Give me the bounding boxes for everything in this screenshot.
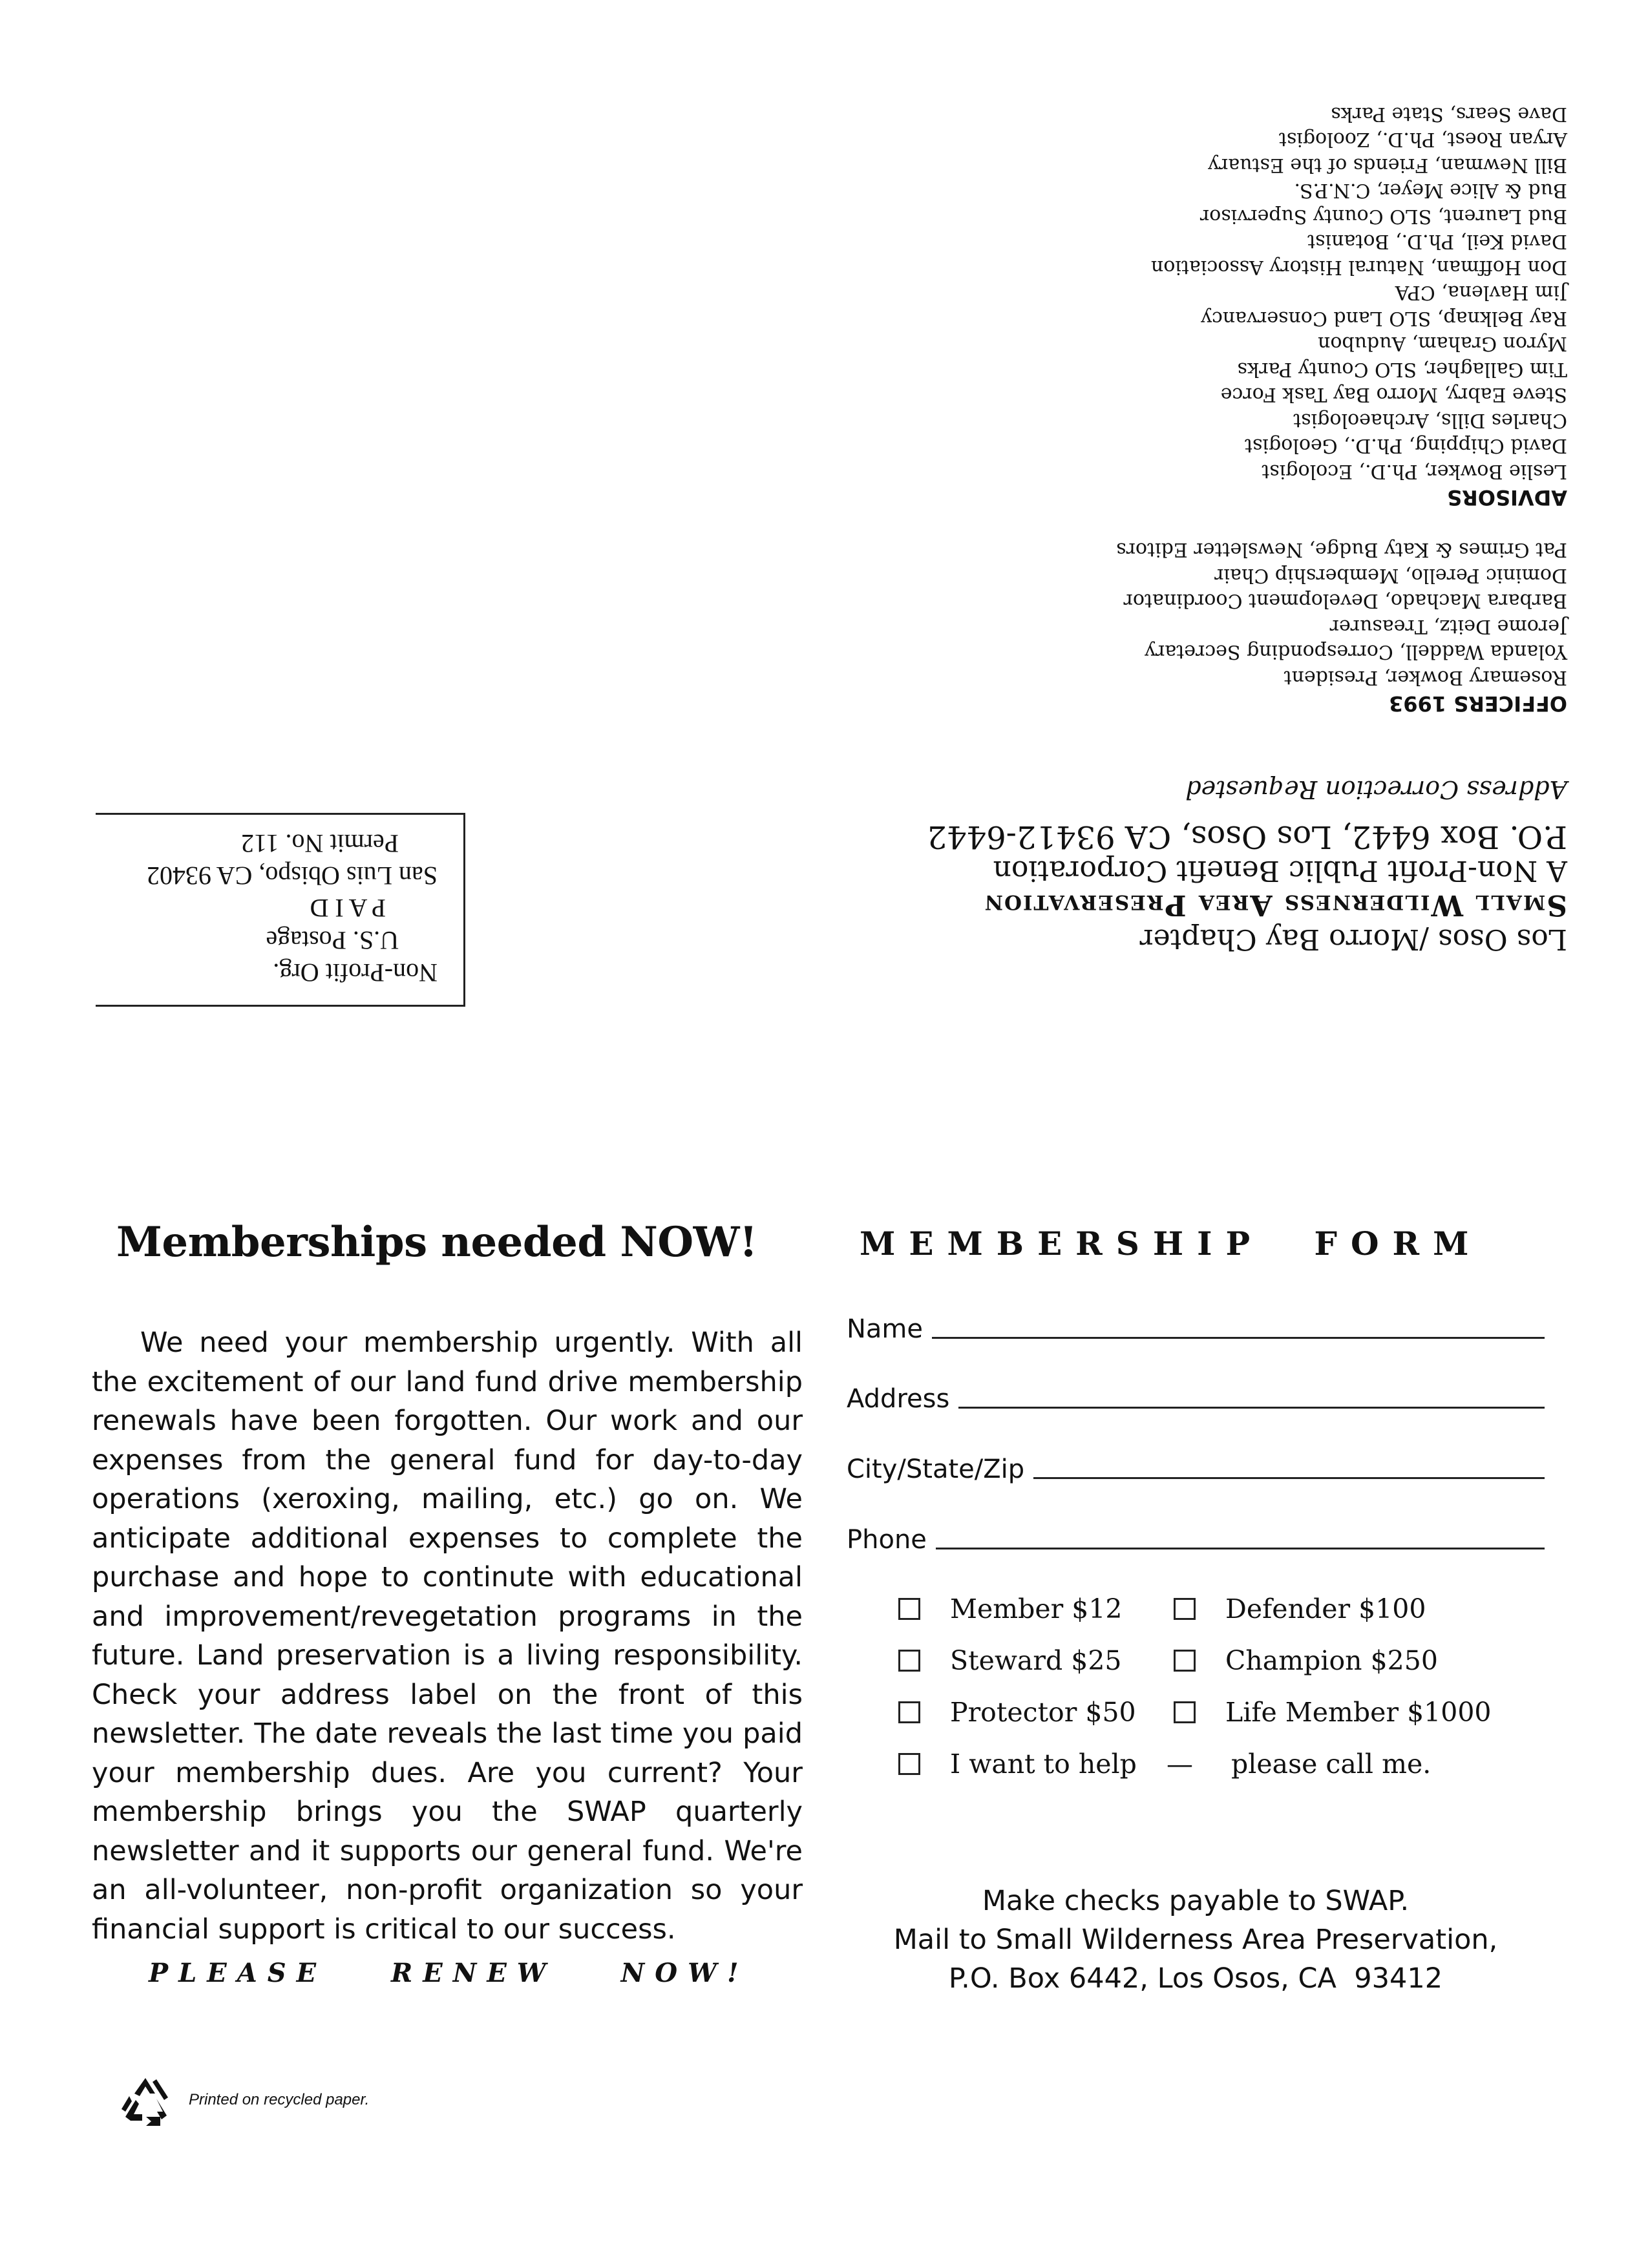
- renew-banner: PLEASE RENEW NOW!: [149, 1958, 749, 1988]
- option-champion[interactable]: [1174, 1645, 1438, 1676]
- option-help[interactable]: [898, 1748, 1137, 1780]
- help-checkbox[interactable]: [898, 1753, 920, 1775]
- advisor-item: Bud & Alice Meyer, C.N.P.S.: [1294, 179, 1567, 202]
- help-label: I want to help: [950, 1748, 1137, 1780]
- permit-line: Non-Profit Org.: [273, 958, 438, 987]
- name-line[interactable]: [932, 1337, 1545, 1339]
- mail-address-line: P.O. Box 6442, Los Osos, CA 93412: [948, 1962, 1443, 1995]
- city-line[interactable]: [1033, 1477, 1545, 1479]
- phone-field[interactable]: [847, 1516, 1545, 1555]
- advisor-item: Leslie Bowker, Ph.D., Ecologist: [1262, 460, 1567, 483]
- advisor-item: Aryan Roest, Ph.D., Zoologist: [1278, 128, 1567, 151]
- corp-type: A Non-Profit Public Benefit Corporation: [993, 854, 1567, 887]
- help-dash: —: [1167, 1748, 1193, 1780]
- steward-label: Steward $25: [950, 1645, 1122, 1676]
- officer-item: Dominic Perello, Membership Chair: [1214, 564, 1567, 587]
- advisor-item: Steve Eabry, Morro Bay Task Force: [1220, 383, 1567, 406]
- city-label: City/State/Zip: [847, 1454, 1025, 1484]
- advisor-item: David Chipping, Ph.D., Geologist: [1244, 434, 1567, 457]
- option-protector[interactable]: [898, 1697, 1136, 1728]
- member-label: Member $12: [950, 1593, 1123, 1624]
- mail-to-line: Mail to Small Wilderness Area Preservation,: [893, 1924, 1498, 1956]
- appeal-body: We need your membership urgently. With all the excitement of our land fund drive membership renewals have been forgotten. Our work and our expenses from the general fund for day-to-day operations (xeroxing, mailing, etc.) go on. We anticipate additional expenses to complete the purchase and hope to continute with educational and improvement/revegetation programs in the future. Land preservation is a living responsibility. Check your address label on the front of this newsletter. The date reveals the last time you paid your membership dues. Are you current? Your membership brings you the SWAP quarterly newsletter and it supports our general fund. We're an all-volunteer, non-profit organization so your financial support is critical to our success.: [92, 1327, 803, 1946]
- appeal-title: Memberships needed NOW!: [116, 1218, 757, 1266]
- permit-line: Permit No. 112: [240, 829, 399, 858]
- address-field[interactable]: [847, 1375, 1545, 1414]
- option-member[interactable]: [898, 1593, 1123, 1624]
- phone-label: Phone: [847, 1525, 927, 1555]
- advisor-item: Don Hoffman, Natural History Association: [1150, 256, 1567, 278]
- champion-label: Champion $250: [1225, 1645, 1438, 1676]
- officer-item: Rosemary Bowker, President: [1284, 666, 1567, 689]
- chapter-name: Los Osos /Morro Bay Chapter: [1139, 923, 1567, 956]
- steward-checkbox[interactable]: [898, 1650, 920, 1672]
- po-box: P.O. Box 6442, Los Osos, CA 93412-6442: [927, 819, 1567, 855]
- option-steward[interactable]: [898, 1645, 1122, 1676]
- permit-line: San Luis Obispo, CA 93402: [146, 861, 438, 890]
- address-line[interactable]: [958, 1407, 1545, 1409]
- advisor-item: Charles Dills, Archaeologist: [1293, 409, 1567, 432]
- option-defender[interactable]: [1174, 1593, 1426, 1624]
- permit-line: U.S. Postage: [266, 926, 399, 955]
- form-title: MEMBERSHIP FORM: [860, 1224, 1483, 1263]
- officer-item: Barbara Machado, Development Coordinator: [1123, 589, 1567, 613]
- life-member-label: Life Member $1000: [1225, 1697, 1492, 1728]
- advisor-item: Ray Belknap, SLO Land Conservancy: [1201, 307, 1567, 330]
- officers-heading: OFFICERS 1993: [1388, 691, 1567, 716]
- officer-item: Pat Grimes & Katy Budge, Newsletter Editors: [1116, 538, 1567, 562]
- mailing-instructions: [860, 1882, 1532, 1998]
- member-checkbox[interactable]: [898, 1598, 920, 1620]
- mailing-panel: [0, 0, 1648, 1008]
- defender-label: Defender $100: [1225, 1593, 1426, 1624]
- option-life-member[interactable]: [1174, 1697, 1492, 1728]
- advisor-item: Bill Newman, Friends of the Estuary: [1208, 154, 1567, 176]
- advisor-item: Bud Laurent, SLO County Supervisor: [1199, 205, 1567, 227]
- officer-item: Yolanda Waddell, Corresponding Secretary: [1145, 640, 1567, 664]
- recycled-note: Printed on recycled paper.: [189, 2091, 370, 2108]
- champion-checkbox[interactable]: [1174, 1650, 1196, 1672]
- officer-item: Jerome Deitz, Treasurer: [1329, 615, 1567, 638]
- phone-line[interactable]: [936, 1548, 1545, 1549]
- advisor-item: David Keil, Ph.D., Botanist: [1307, 230, 1567, 253]
- city-state-zip-field[interactable]: [847, 1445, 1545, 1484]
- name-label: Name: [847, 1314, 924, 1344]
- life-member-checkbox[interactable]: [1174, 1701, 1196, 1723]
- return-address: [927, 772, 1567, 956]
- advisor-item: Jim Havlena, CPA: [1395, 281, 1567, 304]
- permit-line: P A I D: [310, 894, 386, 923]
- advisor-item: Dave Sears, State Parks: [1331, 103, 1567, 125]
- recycle-icon: [116, 2074, 174, 2132]
- org-name: Small Wilderness Area Preservation: [983, 888, 1567, 921]
- address-correction: Address Correction Requested: [1185, 775, 1567, 804]
- postage-permit: [96, 813, 465, 1007]
- advisors-heading: ADVISORS: [1447, 485, 1567, 510]
- help-note: please call me.: [1231, 1748, 1431, 1780]
- advisor-item: Myron Graham, Audubon: [1318, 332, 1567, 355]
- officers-list: [1116, 101, 1567, 718]
- address-label: Address: [847, 1384, 950, 1414]
- protector-checkbox[interactable]: [898, 1701, 920, 1723]
- payable-line: Make checks payable to SWAP.: [982, 1885, 1410, 1917]
- advisor-item: Tim Gallagher, SLO County Parks: [1237, 358, 1567, 381]
- name-field[interactable]: [847, 1305, 1545, 1344]
- defender-checkbox[interactable]: [1174, 1598, 1196, 1620]
- protector-label: Protector $50: [950, 1697, 1136, 1728]
